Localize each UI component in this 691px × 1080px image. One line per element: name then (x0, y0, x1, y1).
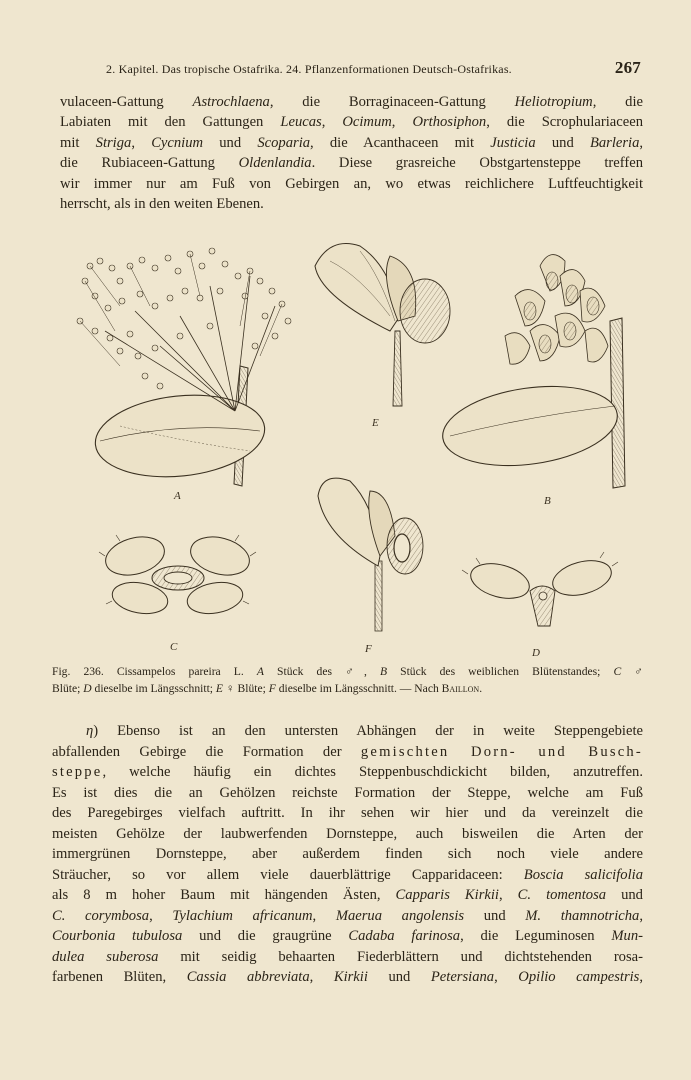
italic-text: η (86, 723, 94, 739)
drawing-f-female-section (318, 478, 423, 631)
drawing-b-female-branch (438, 255, 625, 488)
drawing-d-male-section (462, 552, 618, 626)
text-segment: gemischten Dorn- und Busch- (360, 743, 643, 760)
text-line (52, 906, 643, 927)
text-line (52, 803, 643, 824)
text-segment: die Rubiaceen-Gattung (60, 155, 239, 172)
italic-text: Petersiana (430, 969, 495, 985)
figure-label-b: B (544, 495, 551, 507)
text-segment: Stück des ♂, (263, 665, 380, 678)
running-head-text: 2. Kapitel. Das tropische Ostafrika. 24. Pflanzenformationen Deutsch-Ostafrikas. (106, 62, 512, 76)
text-segment: vulaceen-Gattung (60, 94, 193, 110)
text-line (60, 133, 643, 153)
text-segment: , (321, 114, 343, 131)
text-line (52, 680, 643, 697)
italic-text: A (256, 665, 264, 678)
figure-label-a: A (174, 490, 181, 502)
italic-text: Oldenlandia (238, 155, 312, 172)
drawing-c-male-flower (99, 531, 256, 618)
figure-illustration (60, 236, 640, 656)
drawing-a-male-branch (77, 248, 291, 486)
text-line (52, 865, 643, 886)
paragraph-1 (60, 92, 643, 214)
italic-text: D (83, 682, 92, 695)
botanical-figure (60, 236, 640, 656)
text-segment: des Paregebirges vielfach auftritt. In ihr sehen wir hier und da vereinzelt die (52, 805, 643, 821)
italic-text: Ocimum (342, 114, 392, 131)
text-line (60, 92, 643, 112)
italic-text: dulea suberosa (52, 948, 159, 965)
text-segment: und (464, 907, 526, 924)
text-segment: , (494, 969, 519, 985)
italic-text: Barleria (589, 134, 640, 151)
text-segment: und (606, 887, 643, 903)
text-segment: dieselbe im Längsschnitt; (91, 682, 216, 695)
italic-text: Tylachium africanum (172, 907, 313, 924)
text-segment: Sträucher, so vor allem viele dauerblättrige Capparidaceen: (52, 866, 524, 883)
text-segment: und (203, 134, 258, 151)
text-segment: , die Leguminosen (460, 928, 612, 944)
text-segment: farbenen Blüten, (52, 969, 187, 985)
text-segment: . Diese grasreiche Obstgartensteppe treffen (311, 155, 643, 172)
text-segment: , (309, 969, 334, 985)
figure-label-e: E (372, 417, 379, 429)
text-segment: dieselbe im Längsschnitt. — Nach (275, 682, 442, 695)
drawing-e-female-flower (315, 244, 450, 407)
text-line (52, 844, 643, 865)
text-segment: , (391, 114, 413, 131)
paragraph-2 (52, 721, 643, 988)
text-segment: , die (592, 94, 643, 110)
italic-text: Astrochlaena (192, 94, 270, 110)
text-segment: , (639, 969, 644, 985)
text-segment: und (535, 134, 590, 151)
text-line (60, 112, 643, 132)
text-segment: mit (60, 134, 96, 151)
text-segment: , die Borraginaceen-Gattung (269, 94, 515, 110)
text-line (52, 926, 643, 947)
italic-text: C. corymbosa (52, 907, 150, 924)
text-segment: , (639, 134, 644, 151)
text-segment: Fig. 236. Cissampelos pareira L. (52, 665, 257, 678)
italic-text: Opilio campestris (518, 969, 640, 985)
italic-text: Cadaba farinosa (348, 928, 461, 944)
text-segment: als 8 m hoher Baum mit hängenden Ästen, (52, 887, 396, 903)
text-line (52, 824, 643, 845)
text-line (60, 174, 643, 194)
italic-text: Striga (95, 134, 132, 151)
italic-text: E (215, 682, 224, 695)
italic-text: C. tomentosa (517, 887, 607, 903)
text-segment: , die Scrophulariaceen (486, 114, 643, 131)
page-number: 267 (614, 58, 641, 77)
italic-text: Mun- (611, 928, 643, 944)
text-line (52, 783, 643, 804)
text-line (52, 663, 643, 680)
text-segment: immergrünen Dornsteppe, aber außerdem finden sich noch viele andere (52, 846, 643, 862)
text-segment: und (367, 969, 431, 985)
text-segment: Labiaten mit den Gattungen (60, 114, 281, 131)
text-segment: Stück des weiblichen Blütenstandes; (387, 665, 614, 678)
text-segment: steppe (52, 764, 103, 780)
text-segment: Es ist dies die an Gehölzen reichste Formation der Steppe, welche am Fuß (52, 784, 643, 801)
text-line (60, 153, 643, 173)
text-segment: , (149, 907, 173, 924)
text-segment: abfallenden Gebirge die Formation der (52, 743, 361, 760)
text-line (52, 721, 643, 742)
italic-text: Cycnium (151, 134, 204, 151)
figure-label-f: F (365, 643, 372, 655)
text-segment: ♂ (621, 665, 643, 678)
italic-text: Kirkii (333, 969, 368, 985)
italic-text: Orthosiphon (412, 114, 487, 131)
italic-text: Leucas (280, 114, 322, 131)
text-segment: , (639, 907, 644, 924)
text-line (60, 194, 643, 214)
text-segment: ♀ Blüte; (223, 682, 269, 695)
text-segment: , welche häufig ein dichtes Steppenbuschdickicht bilden, anzutreffen. (102, 764, 643, 780)
italic-text: M. thamnotricha (525, 907, 640, 924)
text-segment: Baillon (441, 682, 480, 695)
italic-text: C (613, 665, 622, 678)
italic-text: Boscia salicifolia (523, 866, 643, 883)
text-line (52, 762, 643, 783)
text-segment: ) Ebenso ist an den untersten Abhängen der in weite Steppengebiete (93, 723, 643, 739)
italic-text: Justicia (490, 134, 536, 151)
text-line (52, 885, 643, 906)
figure-label-d: D (532, 647, 540, 656)
text-segment: Blüte; (52, 682, 84, 695)
figure-label-c: C (170, 641, 178, 653)
text-segment: und die graugrüne (182, 928, 349, 944)
text-segment: meisten Gehölze der laubwerfenden Dornsteppe, auch bisweilen die Arten der (52, 825, 643, 842)
text-segment: , die Acanthaceen mit (310, 134, 491, 151)
figure-caption (52, 663, 643, 697)
italic-text: Scoparia (257, 134, 311, 151)
text-segment: herrscht, als in den weiten Ebenen. (60, 196, 264, 213)
text-segment: mit seidig behaarten Fiederblättern und dichtstehenden rosa- (158, 948, 643, 965)
text-segment: , (498, 887, 518, 903)
italic-text: F (268, 682, 276, 695)
text-segment: , (131, 134, 152, 151)
text-line (52, 967, 643, 988)
italic-text: Courbonia tubulosa (52, 928, 183, 944)
text-segment: . (479, 682, 483, 695)
text-segment: wir immer nur am Fuß von Gebirgen an, wo etwas reichlichere Luftfeuchtigkeit (60, 175, 643, 192)
italic-text: Heliotropium (514, 94, 593, 110)
text-line (52, 947, 643, 968)
italic-text: Maerua angolensis (335, 907, 465, 924)
italic-text: B (379, 665, 388, 678)
italic-text: Cassia abbreviata (186, 969, 310, 985)
italic-text: Capparis Kirkii (395, 887, 499, 903)
text-line (52, 742, 643, 763)
text-segment: , (312, 907, 336, 924)
